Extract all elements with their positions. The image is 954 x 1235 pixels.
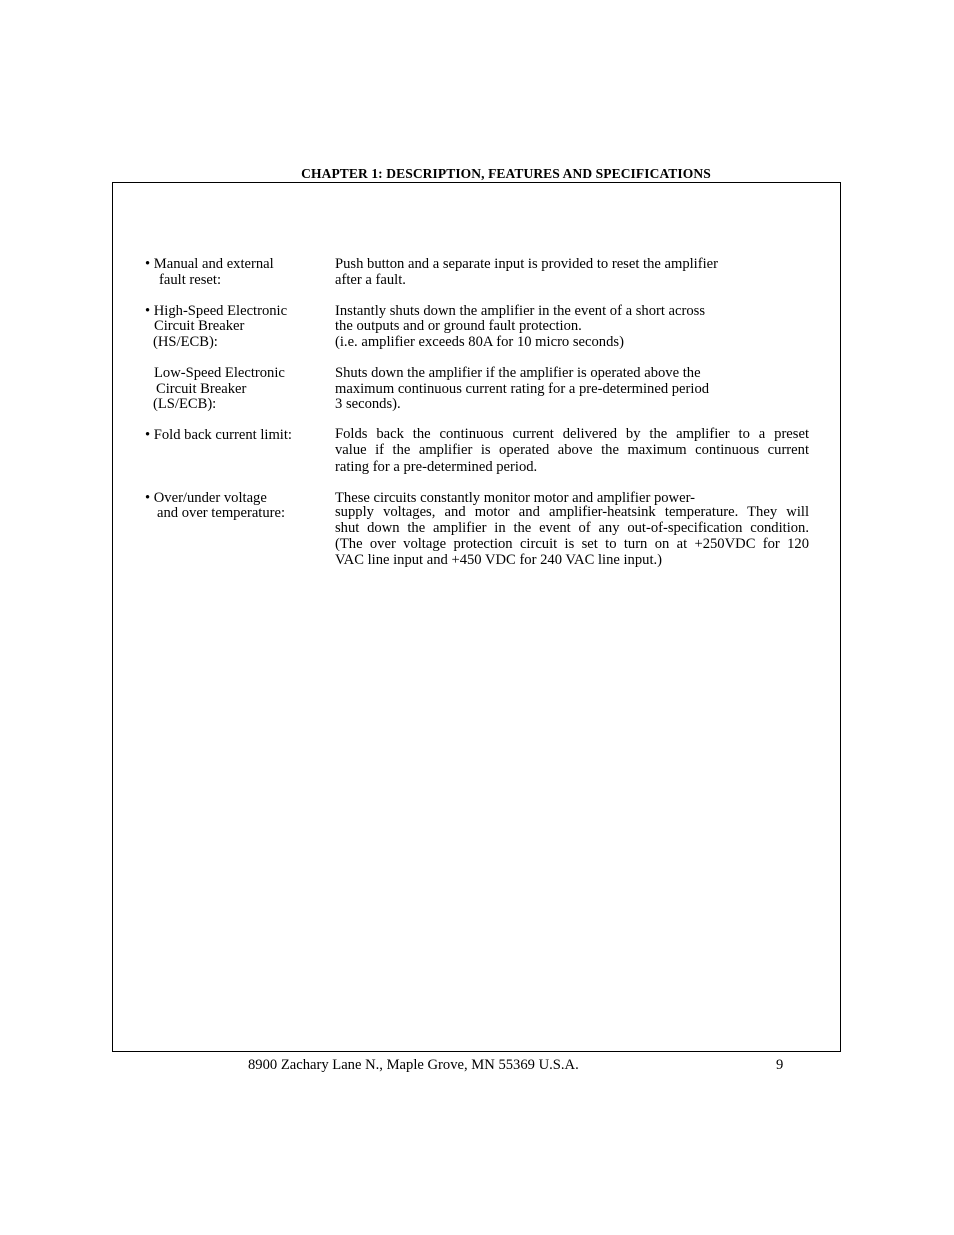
feature-desc: after a fault. — [335, 272, 406, 288]
feature-term: Circuit Breaker — [156, 381, 247, 397]
feature-desc: (The over voltage protection circuit is set to turn on at +250VDC for 120 — [335, 536, 809, 552]
feature-desc: VAC line input and +450 VDC for 240 VAC line input.) — [335, 552, 663, 568]
feature-term: Circuit Breaker — [154, 318, 245, 334]
feature-term: (HS/ECB): — [153, 334, 218, 350]
feature-desc: 3 seconds). — [335, 396, 401, 412]
footer-address: 8900 Zachary Lane N., Maple Grove, MN 55369 U.S.A. — [248, 1057, 579, 1073]
feature-desc: shut down the amplifier in the event of any out-of-specification condition. — [335, 520, 809, 536]
feature-desc: Folds back the continuous current delivered by the amplifier to a preset — [335, 426, 809, 442]
feature-term: • Over/under voltage — [145, 490, 267, 506]
feature-term: • High-Speed Electronic — [145, 303, 288, 319]
feature-desc: value if the amplifier is operated above the maximum continuous current — [335, 442, 809, 458]
chapter-title: CHAPTER 1: DESCRIPTION, FEATURES AND SPECIFICATIONS — [301, 166, 711, 181]
feature-term: (LS/ECB): — [153, 396, 217, 412]
feature-desc: Instantly shuts down the amplifier in the event of a short across — [335, 303, 706, 319]
page-number: 9 — [776, 1057, 784, 1073]
feature-desc: the outputs and or ground fault protection. — [335, 318, 582, 334]
feature-term: • Manual and external — [145, 256, 274, 272]
feature-term: • Fold back current limit: — [145, 427, 292, 443]
feature-term: Low-Speed Electronic — [154, 365, 285, 381]
feature-desc: supply voltages, and motor and amplifier-heatsink temperature. They will — [335, 504, 809, 520]
feature-desc: Push button and a separate input is provided to reset the amplifier — [335, 256, 718, 272]
feature-desc: rating for a pre-determined period. — [335, 459, 538, 475]
feature-desc: Shuts down the amplifier if the amplifier is operated above the — [335, 365, 701, 381]
feature-desc: (i.e. amplifier exceeds 80A for 10 micro seconds) — [335, 334, 624, 350]
feature-desc: These circuits constantly monitor motor and amplifier power- — [335, 490, 695, 506]
feature-term: and over temperature: — [157, 505, 286, 521]
feature-desc: maximum continuous current rating for a pre-determined period — [335, 381, 710, 397]
feature-term: fault reset: — [159, 272, 221, 288]
